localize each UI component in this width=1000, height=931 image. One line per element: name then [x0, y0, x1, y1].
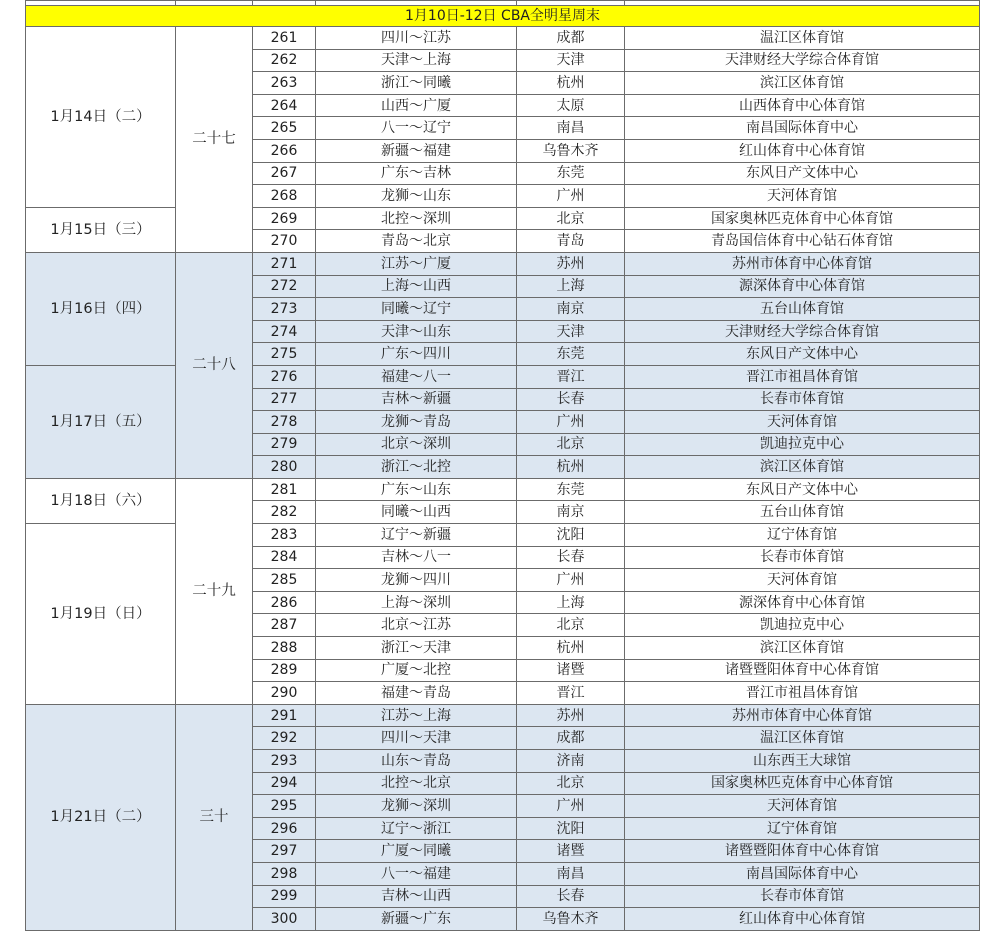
matchup-cell: 辽宁～浙江: [316, 817, 517, 840]
venue-cell: 晋江市祖昌体育馆: [625, 365, 980, 388]
venue-cell: 诸暨暨阳体育中心体育馆: [625, 840, 980, 863]
venue-cell: 天津财经大学综合体育馆: [625, 49, 980, 72]
game-number-cell: 286: [253, 591, 316, 614]
venue-cell: 凯迪拉克中心: [625, 614, 980, 637]
city-cell: 苏州: [517, 704, 625, 727]
venue-cell: 长春市体育馆: [625, 885, 980, 908]
game-number-cell: 272: [253, 275, 316, 298]
matchup-cell: 广厦～同曦: [316, 840, 517, 863]
date-cell: 1月17日（五）: [26, 365, 176, 478]
city-cell: 北京: [517, 614, 625, 637]
city-cell: 长春: [517, 546, 625, 569]
table-row: [26, 704, 980, 727]
game-number-cell: 292: [253, 727, 316, 750]
city-cell: 北京: [517, 433, 625, 456]
venue-cell: 南昌国际体育中心: [625, 862, 980, 885]
game-number-cell: 276: [253, 365, 316, 388]
city-cell: 北京: [517, 207, 625, 230]
matchup-cell: 龙狮～四川: [316, 569, 517, 592]
city-cell: 广州: [517, 411, 625, 434]
game-number-cell: 262: [253, 49, 316, 72]
venue-cell: 苏州市体育中心体育馆: [625, 252, 980, 275]
venue-cell: 山西体育中心体育馆: [625, 94, 980, 117]
matchup-cell: 山东～青岛: [316, 750, 517, 773]
table-row: [26, 524, 980, 547]
city-cell: 苏州: [517, 252, 625, 275]
city-cell: 上海: [517, 275, 625, 298]
venue-cell: 长春市体育馆: [625, 546, 980, 569]
game-number-cell: 284: [253, 546, 316, 569]
venue-cell: 青岛国信体育中心钻石体育馆: [625, 230, 980, 253]
game-number-cell: 269: [253, 207, 316, 230]
venue-cell: 辽宁体育馆: [625, 817, 980, 840]
game-number-cell: 266: [253, 139, 316, 162]
venue-cell: 五台山体育馆: [625, 298, 980, 321]
table-row: [26, 365, 980, 388]
venue-cell: 国家奥林匹克体育中心体育馆: [625, 207, 980, 230]
game-number-cell: 293: [253, 750, 316, 773]
matchup-cell: 江苏～上海: [316, 704, 517, 727]
city-cell: 晋江: [517, 365, 625, 388]
game-number-cell: 265: [253, 117, 316, 140]
city-cell: 杭州: [517, 637, 625, 660]
city-cell: 成都: [517, 727, 625, 750]
game-number-cell: 278: [253, 411, 316, 434]
game-number-cell: 283: [253, 524, 316, 547]
city-cell: 诸暨: [517, 659, 625, 682]
matchup-cell: 北京～江苏: [316, 614, 517, 637]
game-number-cell: 285: [253, 569, 316, 592]
venue-cell: 温江区体育馆: [625, 27, 980, 50]
venue-cell: 诸暨暨阳体育中心体育馆: [625, 659, 980, 682]
city-cell: 沈阳: [517, 817, 625, 840]
venue-cell: 东风日产文体中心: [625, 478, 980, 501]
game-number-cell: 263: [253, 72, 316, 95]
city-cell: 广州: [517, 569, 625, 592]
city-cell: 沈阳: [517, 524, 625, 547]
venue-cell: 五台山体育馆: [625, 501, 980, 524]
matchup-cell: 广厦～北控: [316, 659, 517, 682]
venue-cell: 红山体育中心体育馆: [625, 139, 980, 162]
table-head-remnant: [26, 1, 980, 27]
city-cell: 东莞: [517, 162, 625, 185]
city-cell: 成都: [517, 27, 625, 50]
venue-cell: 东风日产文体中心: [625, 343, 980, 366]
matchup-cell: 浙江～北控: [316, 456, 517, 479]
game-number-cell: 267: [253, 162, 316, 185]
matchup-cell: 天津～山东: [316, 320, 517, 343]
venue-cell: 天河体育馆: [625, 185, 980, 208]
date-cell: 1月21日（二）: [26, 704, 176, 930]
city-cell: 长春: [517, 885, 625, 908]
game-number-cell: 291: [253, 704, 316, 727]
matchup-cell: 新疆～福建: [316, 139, 517, 162]
city-cell: 晋江: [517, 682, 625, 705]
game-number-cell: 264: [253, 94, 316, 117]
matchup-cell: 四川～江苏: [316, 27, 517, 50]
city-cell: 诸暨: [517, 840, 625, 863]
round-group: [26, 252, 980, 478]
venue-cell: 天河体育馆: [625, 795, 980, 818]
game-number-cell: 281: [253, 478, 316, 501]
city-cell: 济南: [517, 750, 625, 773]
city-cell: 广州: [517, 795, 625, 818]
venue-cell: 山东西王大球馆: [625, 750, 980, 773]
venue-cell: 滨江区体育馆: [625, 72, 980, 95]
venue-cell: 南昌国际体育中心: [625, 117, 980, 140]
matchup-cell: 吉林～新疆: [316, 388, 517, 411]
table-row: [26, 252, 980, 275]
allstar-banner-row: [26, 6, 980, 27]
matchup-cell: 同曦～辽宁: [316, 298, 517, 321]
game-number-cell: 294: [253, 772, 316, 795]
game-number-cell: 296: [253, 817, 316, 840]
game-number-cell: 299: [253, 885, 316, 908]
schedule-table: [25, 0, 980, 931]
matchup-cell: 八一～辽宁: [316, 117, 517, 140]
city-cell: 东莞: [517, 478, 625, 501]
matchup-cell: 吉林～八一: [316, 546, 517, 569]
venue-cell: 温江区体育馆: [625, 727, 980, 750]
city-cell: 南昌: [517, 862, 625, 885]
round-group: [26, 27, 980, 253]
game-number-cell: 273: [253, 298, 316, 321]
city-cell: 杭州: [517, 72, 625, 95]
matchup-cell: 福建～青岛: [316, 682, 517, 705]
city-cell: 南京: [517, 501, 625, 524]
city-cell: 长春: [517, 388, 625, 411]
allstar-banner: 1月10日-12日 CBA全明星周末: [26, 6, 980, 27]
matchup-cell: 八一～福建: [316, 862, 517, 885]
venue-cell: 天河体育馆: [625, 569, 980, 592]
city-cell: 北京: [517, 772, 625, 795]
venue-cell: 天河体育馆: [625, 411, 980, 434]
matchup-cell: 青岛～北京: [316, 230, 517, 253]
matchup-cell: 上海～深圳: [316, 591, 517, 614]
round-cell: 二十八: [176, 252, 253, 478]
game-number-cell: 271: [253, 252, 316, 275]
venue-cell: 东风日产文体中心: [625, 162, 980, 185]
round-cell: 三十: [176, 704, 253, 930]
matchup-cell: 山西～广厦: [316, 94, 517, 117]
matchup-cell: 天津～上海: [316, 49, 517, 72]
matchup-cell: 龙狮～山东: [316, 185, 517, 208]
date-cell: 1月19日（日）: [26, 524, 176, 705]
game-number-cell: 300: [253, 908, 316, 931]
game-number-cell: 261: [253, 27, 316, 50]
game-number-cell: 295: [253, 795, 316, 818]
matchup-cell: 浙江～天津: [316, 637, 517, 660]
matchup-cell: 龙狮～深圳: [316, 795, 517, 818]
game-number-cell: 279: [253, 433, 316, 456]
city-cell: 天津: [517, 320, 625, 343]
game-number-cell: 270: [253, 230, 316, 253]
matchup-cell: 新疆～广东: [316, 908, 517, 931]
matchup-cell: 广东～吉林: [316, 162, 517, 185]
venue-cell: 苏州市体育中心体育馆: [625, 704, 980, 727]
matchup-cell: 北控～深圳: [316, 207, 517, 230]
matchup-cell: 江苏～广厦: [316, 252, 517, 275]
venue-cell: 凯迪拉克中心: [625, 433, 980, 456]
table-row: [26, 478, 980, 501]
game-number-cell: 288: [253, 637, 316, 660]
table-row: [26, 207, 980, 230]
matchup-cell: 同曦～山西: [316, 501, 517, 524]
game-number-cell: 287: [253, 614, 316, 637]
matchup-cell: 吉林～山西: [316, 885, 517, 908]
game-number-cell: 289: [253, 659, 316, 682]
city-cell: 太原: [517, 94, 625, 117]
matchup-cell: 浙江～同曦: [316, 72, 517, 95]
round-cell: 二十七: [176, 27, 253, 253]
date-cell: 1月15日（三）: [26, 207, 176, 252]
matchup-cell: 辽宁～新疆: [316, 524, 517, 547]
city-cell: 东莞: [517, 343, 625, 366]
matchup-cell: 广东～山东: [316, 478, 517, 501]
city-cell: 上海: [517, 591, 625, 614]
game-number-cell: 290: [253, 682, 316, 705]
venue-cell: 国家奥林匹克体育中心体育馆: [625, 772, 980, 795]
game-number-cell: 280: [253, 456, 316, 479]
venue-cell: 源深体育中心体育馆: [625, 275, 980, 298]
city-cell: 乌鲁木齐: [517, 908, 625, 931]
venue-cell: 天津财经大学综合体育馆: [625, 320, 980, 343]
matchup-cell: 广东～四川: [316, 343, 517, 366]
venue-cell: 长春市体育馆: [625, 388, 980, 411]
matchup-cell: 上海～山西: [316, 275, 517, 298]
city-cell: 广州: [517, 185, 625, 208]
venue-cell: 辽宁体育馆: [625, 524, 980, 547]
game-number-cell: 274: [253, 320, 316, 343]
game-number-cell: 297: [253, 840, 316, 863]
matchup-cell: 北京～深圳: [316, 433, 517, 456]
venue-cell: 滨江区体育馆: [625, 456, 980, 479]
matchup-cell: 四川～天津: [316, 727, 517, 750]
venue-cell: 晋江市祖昌体育馆: [625, 682, 980, 705]
matchup-cell: 福建～八一: [316, 365, 517, 388]
matchup-cell: 北控～北京: [316, 772, 517, 795]
city-cell: 乌鲁木齐: [517, 139, 625, 162]
round-group: [26, 704, 980, 930]
game-number-cell: 277: [253, 388, 316, 411]
matchup-cell: 龙狮～青岛: [316, 411, 517, 434]
date-cell: 1月18日（六）: [26, 478, 176, 523]
venue-cell: 红山体育中心体育馆: [625, 908, 980, 931]
venue-cell: 源深体育中心体育馆: [625, 591, 980, 614]
date-cell: 1月14日（二）: [26, 27, 176, 208]
game-number-cell: 282: [253, 501, 316, 524]
table-row: [26, 27, 980, 50]
city-cell: 南京: [517, 298, 625, 321]
round-cell: 二十九: [176, 478, 253, 704]
city-cell: 青岛: [517, 230, 625, 253]
city-cell: 南昌: [517, 117, 625, 140]
city-cell: 杭州: [517, 456, 625, 479]
game-number-cell: 275: [253, 343, 316, 366]
game-number-cell: 298: [253, 862, 316, 885]
date-cell: 1月16日（四）: [26, 252, 176, 365]
round-group: [26, 478, 980, 704]
game-number-cell: 268: [253, 185, 316, 208]
city-cell: 天津: [517, 49, 625, 72]
venue-cell: 滨江区体育馆: [625, 637, 980, 660]
